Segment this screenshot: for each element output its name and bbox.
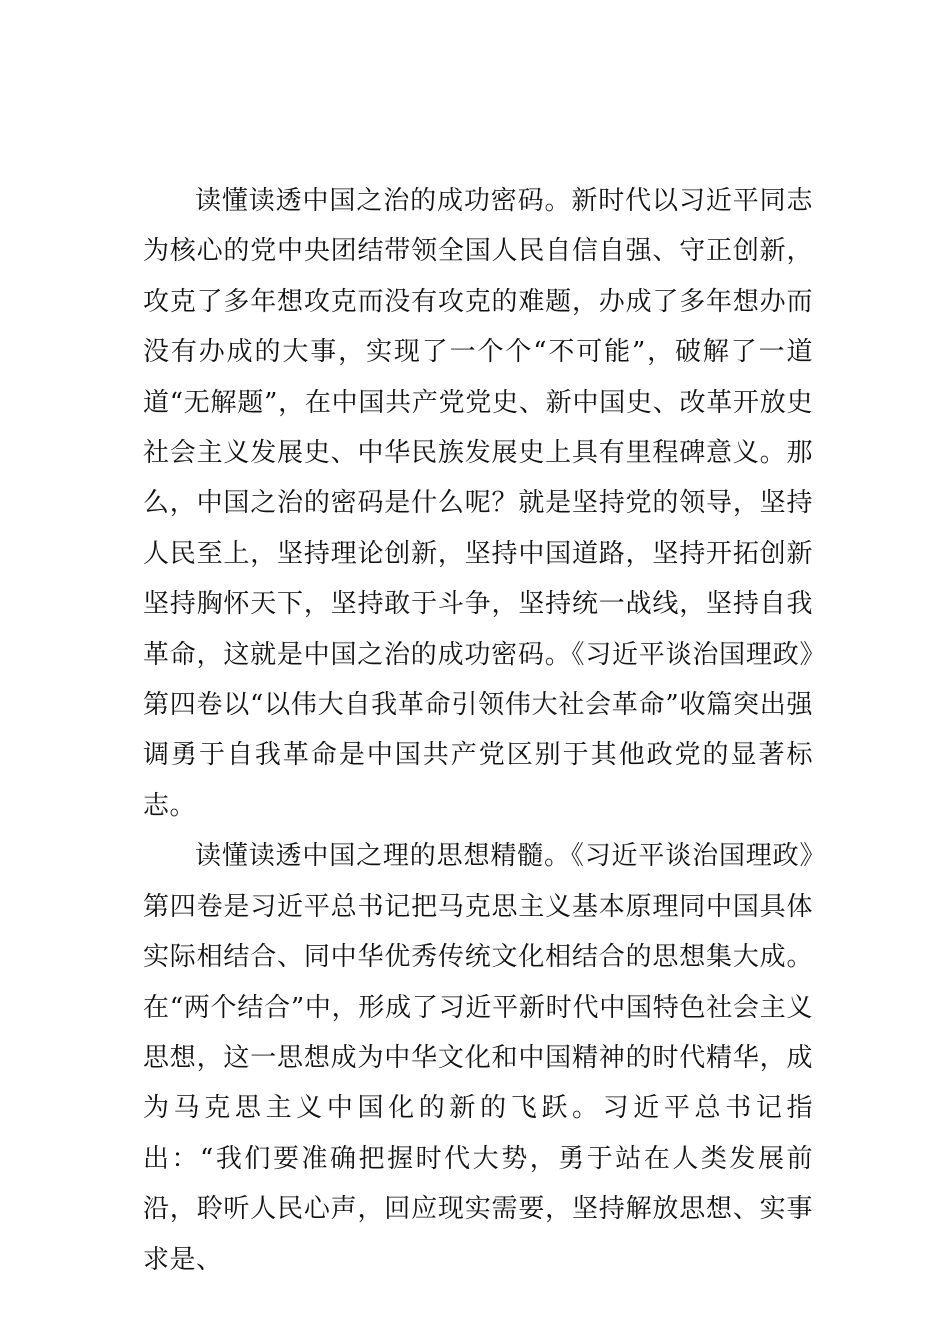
paragraph-chinese-theory-essence: 读懂读透中国之理的思想精髓。《习近平谈治国理政》第四卷是习近平总书记把马克思主义基本原理同中国具体实际相结合、同中华优秀传统文化相结合的思想集大成。在“两个结合”中，形成了习近平新时代中国特色社会主义思想，这一思想成为中华文化和中国精神的时代精华，成为马克思主义中国化的新的飞跃。习近平总书记指出：“我们要准确把握时代大势，勇于站在人类发展前沿，聆听人民心声，回应现实需要，坚持解放思想、实事求是、 [143,841,813,1275]
document-body [143,176,813,1285]
paragraph-chinese-governance-code: 读懂读透中国之治的成功密码。新时代以习近平同志为核心的党中央团结带领全国人民自信自强、守正创新，攻克了多年想攻克而没有攻克的难题，办成了多年想办而没有办成的大事，实现了一个个“不可能”，破解了一道道“无解题”，在中国共产党党史、新中国史、改革开放史社会主义发展史、中华民族发展史上具有里程碑意义。那么，中国之治的密码是什么呢？就是坚持党的领导，坚持人民至上，坚持理论创新，坚持中国道路，坚持开拓创新坚持胸怀天下，坚持敢于斗争，坚持统一战线，坚持自我革命，这就是中国之治的成功密码。《习近平谈治国理政》第四卷以“以伟大自我革命引领伟大社会革命”收篇突出强调勇于自我革命是中国共产党区别于其他政党的显著标志。 [143,186,813,821]
